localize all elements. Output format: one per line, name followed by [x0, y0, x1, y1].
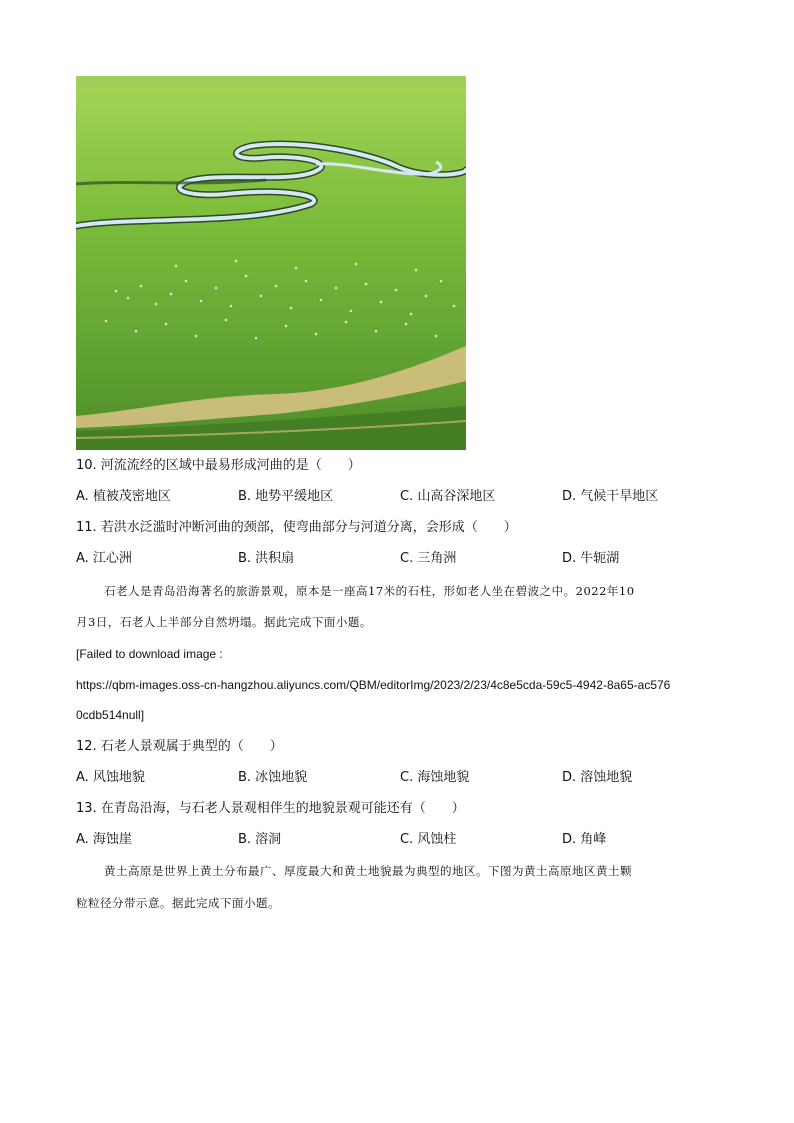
option-d[interactable]: D. 牛轭湖	[562, 551, 620, 566]
option-b[interactable]: B. 洪积扇	[238, 551, 295, 566]
meandering-river-illustration	[76, 76, 466, 450]
question-13-options	[76, 832, 726, 850]
failed-image-url-tail: 0cdb514null]	[76, 708, 145, 722]
option-b[interactable]: B. 地势平缓地区	[238, 489, 334, 504]
option-a[interactable]: A. 风蚀地貌	[76, 770, 145, 785]
option-d[interactable]: D. 溶蚀地貌	[562, 770, 633, 785]
question-13-stem: 13. 在青岛沿海，与石老人景观相伴生的地貌景观可能还有（ ）	[76, 801, 465, 816]
option-b[interactable]: B. 冰蚀地貌	[238, 770, 308, 785]
question-11-stem: 11. 若洪水泛滥时冲断河曲的颈部，使弯曲部分与河道分离，会形成（ ）	[76, 520, 517, 535]
option-b[interactable]: B. 溶洞	[238, 832, 282, 847]
passage-shilaoren-line2: 月3日，石老人上半部分自然坍塌。据此完成下面小题。	[76, 615, 372, 629]
option-a[interactable]: A. 江心洲	[76, 551, 132, 566]
passage-loess-line2: 粒粒径分带示意。据此完成下面小题。	[76, 896, 280, 910]
option-c[interactable]: C. 海蚀地貌	[400, 770, 470, 785]
option-d[interactable]: D. 角峰	[562, 832, 607, 847]
option-a[interactable]: A. 海蚀崖	[76, 832, 132, 847]
question-11-options	[76, 551, 726, 569]
failed-image-notice: [Failed to download image :	[76, 647, 223, 661]
passage-loess-line1: 黄土高原是世界上黄土分布最广、厚度最大和黄土地貌最为典型的地区。下图为黄土高原地区黄土颗	[104, 864, 632, 878]
option-c[interactable]: C. 山高谷深地区	[400, 489, 496, 504]
question-12-options	[76, 770, 726, 788]
option-a[interactable]: A. 植被茂密地区	[76, 489, 171, 504]
passage-shilaoren-line1: 石老人是青岛沿海著名的旅游景观，原本是一座高17米的石柱，形如老人坐在碧波之中。2022年10	[104, 584, 635, 598]
question-10-stem: 10. 河流流经的区域中最易形成河曲的是（ ）	[76, 458, 361, 473]
question-10-options	[76, 489, 726, 507]
option-c[interactable]: C. 风蚀柱	[400, 832, 457, 847]
option-c[interactable]: C. 三角洲	[400, 551, 457, 566]
grassland-river-photo	[76, 76, 466, 450]
failed-image-url: https://qbm-images.oss-cn-hangzhou.aliyuncs.com/QBM/editorImg/2023/2/23/4c8e5cda-59c5-4942-8a65-ac576	[76, 678, 671, 692]
question-12-stem: 12. 石老人景观属于典型的（ ）	[76, 739, 283, 754]
option-d[interactable]: D. 气候干旱地区	[562, 489, 659, 504]
